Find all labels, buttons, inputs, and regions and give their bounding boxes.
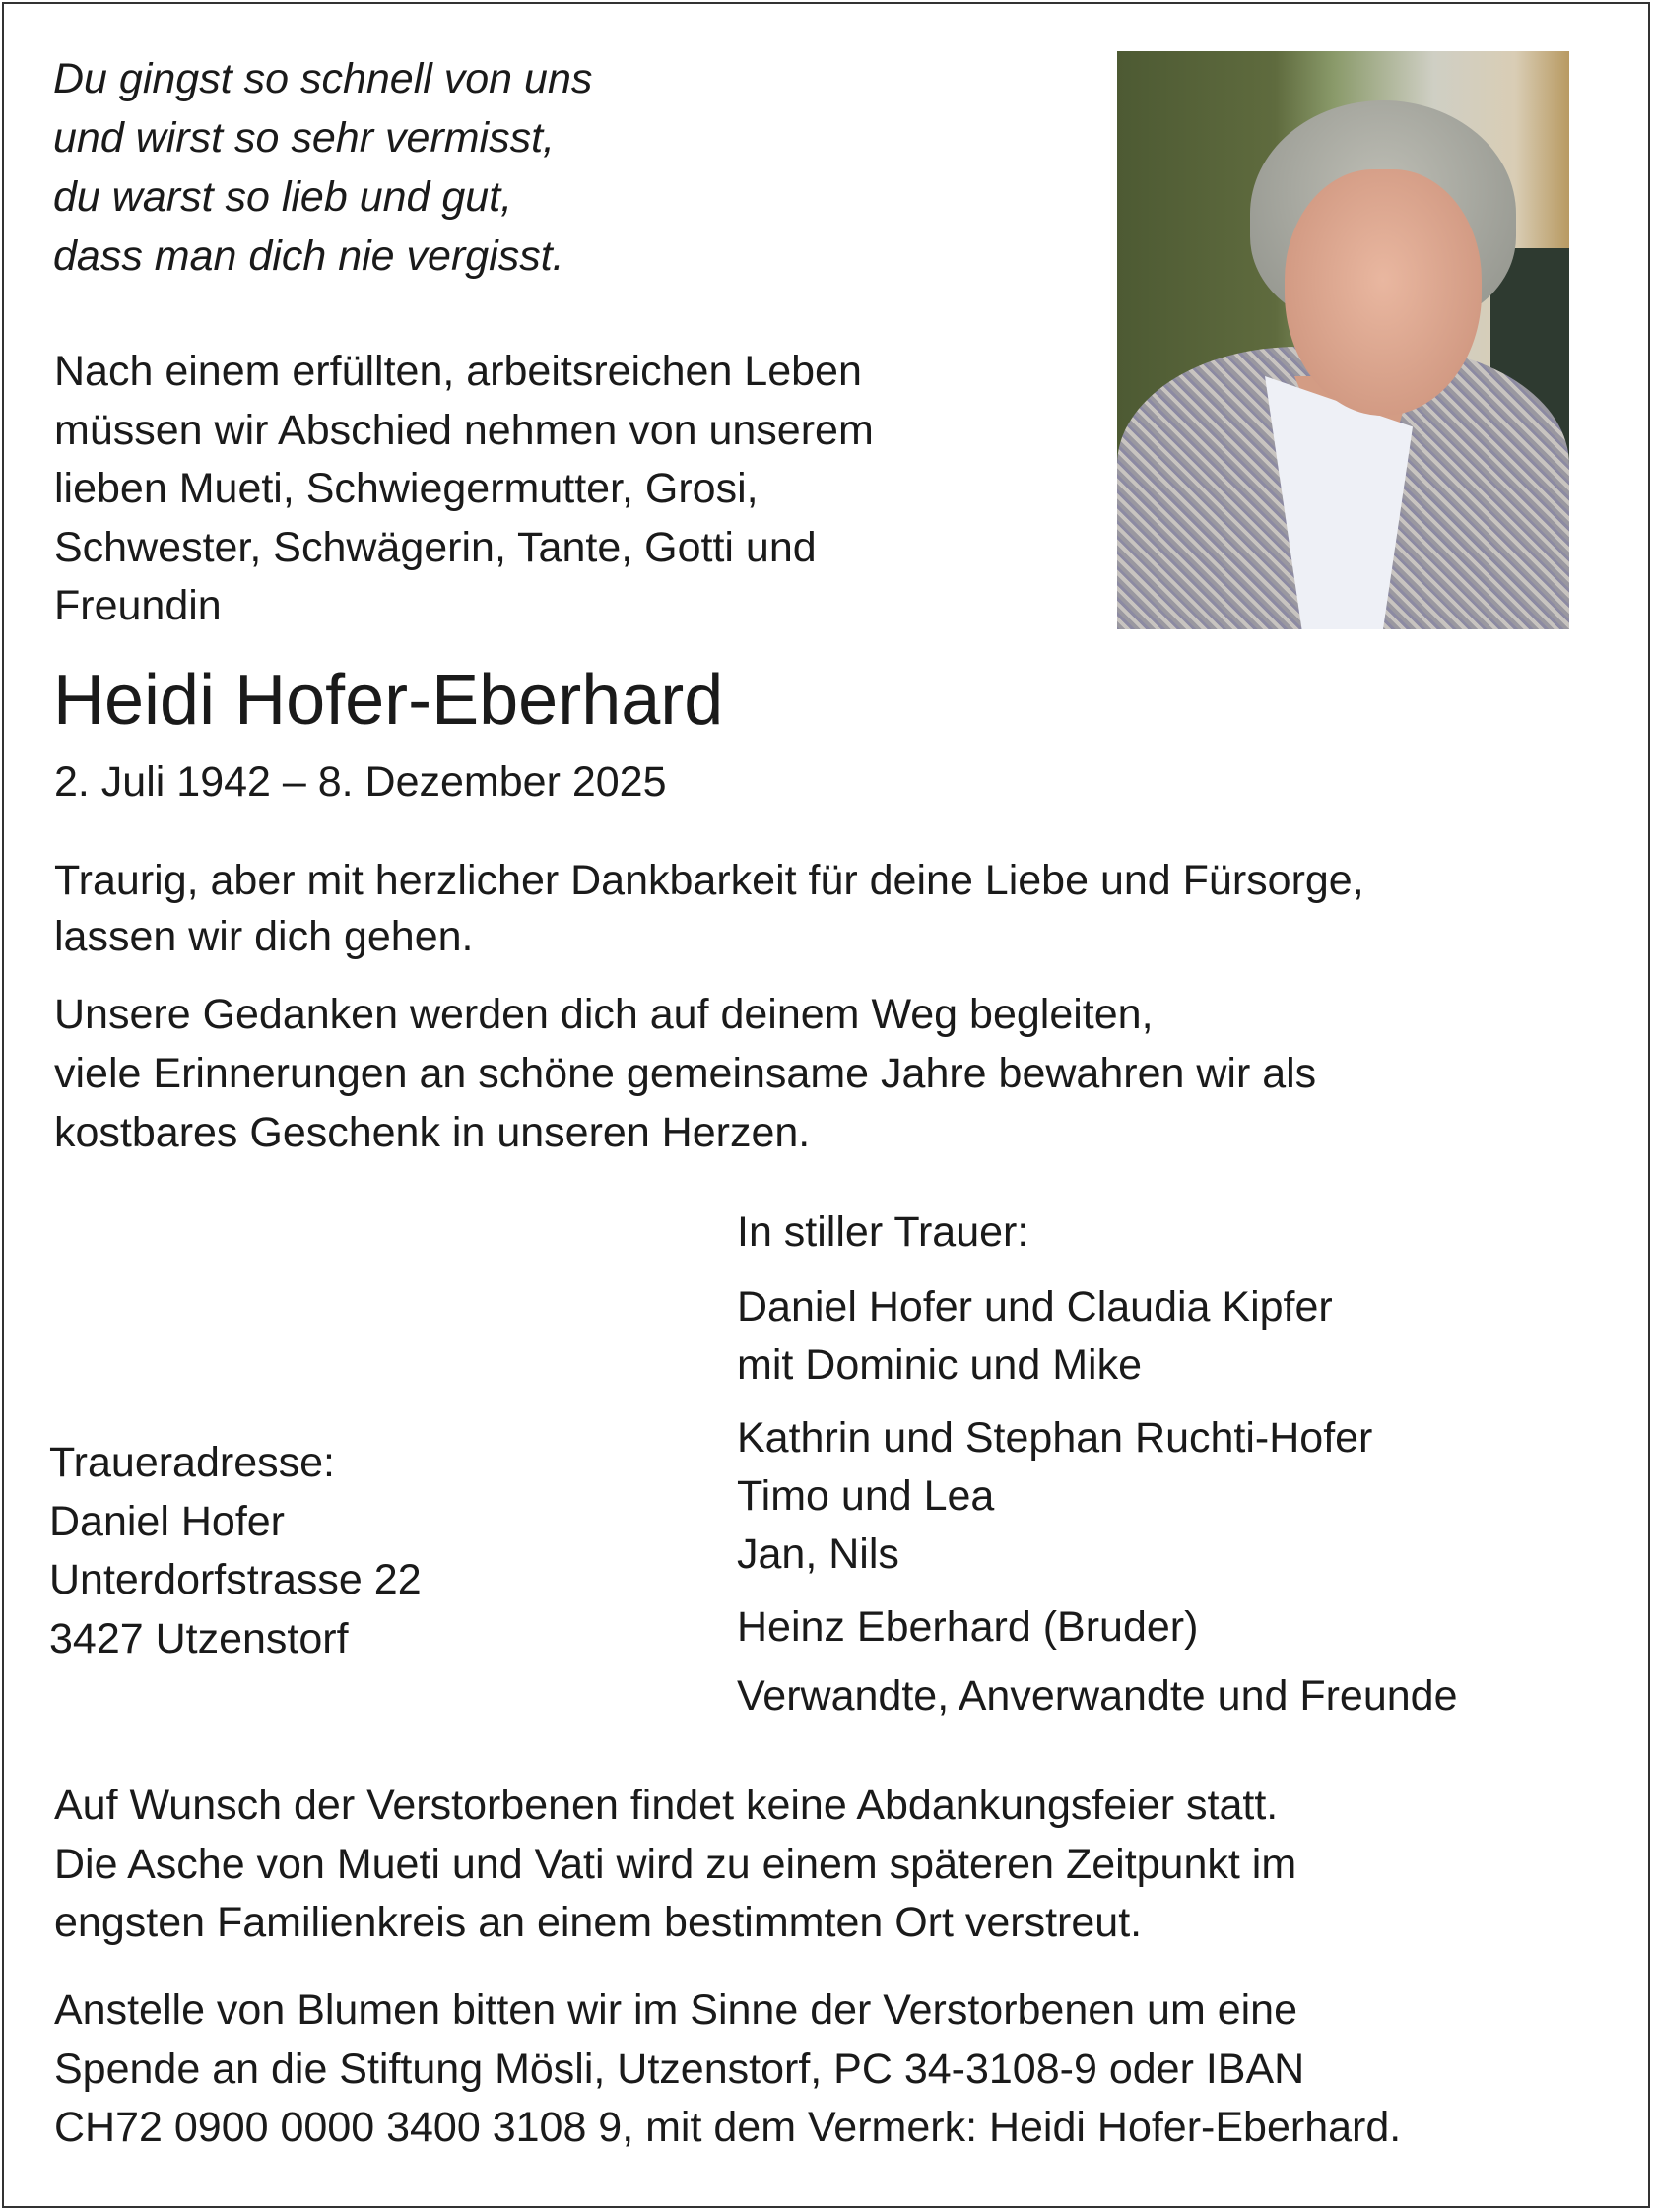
text-line: lassen wir dich gehen.	[54, 913, 474, 960]
poem-line: dass man dich nie vergisst.	[53, 232, 564, 280]
text-line: CH72 0900 0000 3400 3108 9, mit dem Vermerk: Heidi Hofer-Eberhard.	[54, 2104, 1402, 2151]
intro-line: müssen wir Abschied nehmen von unserem	[54, 406, 874, 454]
mourner-line: Timo und Lea	[737, 1472, 995, 1520]
paragraph-ceremony	[54, 1777, 1296, 1953]
intro-line: lieben Mueti, Schwiegermutter, Grosi,	[54, 465, 759, 512]
text-line: Traurig, aber mit herzlicher Dankbarkeit für deine Liebe und Fürsorge,	[54, 857, 1364, 904]
text-line: Spende an die Stiftung Mösli, Utzenstorf, PC 34-3108-9 oder IBAN	[54, 2045, 1305, 2093]
poem-line: und wirst so sehr vermisst,	[53, 114, 555, 162]
mourner-line: Verwandte, Anverwandte und Freunde	[737, 1672, 1458, 1720]
mourner-line: Daniel Hofer und Claudia Kipfer	[737, 1283, 1333, 1331]
mourner-line: Kathrin und Stephan Ruchti-Hofer	[737, 1414, 1373, 1462]
poem-line: du warst so lieb und gut,	[53, 173, 513, 221]
paragraph-donation	[54, 1982, 1401, 2158]
intro-line: Nach einem erfüllten, arbeitsreichen Leben	[54, 348, 862, 395]
mourners-heading: In stiller Trauer:	[737, 1208, 1029, 1256]
text-line: Unsere Gedanken werden dich auf deinem Weg begleiten,	[54, 991, 1154, 1038]
address-line: Traueradresse:	[49, 1439, 335, 1486]
text-line: viele Erinnerungen an schöne gemeinsame Jahre bewahren wir als	[54, 1050, 1317, 1097]
address-line: Unterdorfstrasse 22	[49, 1556, 422, 1603]
intro-text	[54, 343, 874, 636]
paragraph-gratitude	[54, 853, 1364, 965]
mourner-group	[737, 1278, 1333, 1395]
intro-line: Freundin	[54, 582, 222, 629]
text-line: Die Asche von Mueti und Vati wird zu einem späteren Zeitpunkt im	[54, 1840, 1297, 1888]
intro-line: Schwester, Schwägerin, Tante, Gotti und	[54, 523, 817, 571]
mourner-group	[737, 1667, 1458, 1725]
address-line: 3427 Utzenstorf	[49, 1614, 349, 1662]
mourner-line: Heinz Eberhard (Bruder)	[737, 1603, 1199, 1651]
text-line: engsten Familienkreis an einem bestimmten Ort verstreut.	[54, 1899, 1143, 1946]
poem	[53, 49, 592, 286]
address-line: Daniel Hofer	[49, 1497, 285, 1545]
poem-line: Du gingst so schnell von uns	[53, 55, 593, 102]
mourner-line: Jan, Nils	[737, 1530, 899, 1578]
life-dates: 2. Juli 1942 – 8. Dezember 2025	[54, 758, 667, 806]
mourner-line: mit Dominic und Mike	[737, 1341, 1142, 1389]
paragraph-memories	[54, 985, 1316, 1162]
mourning-address	[49, 1434, 422, 1668]
mourner-group	[737, 1598, 1198, 1657]
deceased-name: Heidi Hofer-Eberhard	[53, 661, 724, 740]
portrait-photo	[1117, 51, 1569, 629]
text-line: Anstelle von Blumen bitten wir im Sinne der Verstorbenen um eine	[54, 1986, 1298, 2034]
mourner-group	[737, 1409, 1372, 1584]
text-line: Auf Wunsch der Verstorbenen findet keine Abdankungsfeier statt.	[54, 1782, 1279, 1829]
text-line: kostbares Geschenk in unseren Herzen.	[54, 1109, 811, 1156]
